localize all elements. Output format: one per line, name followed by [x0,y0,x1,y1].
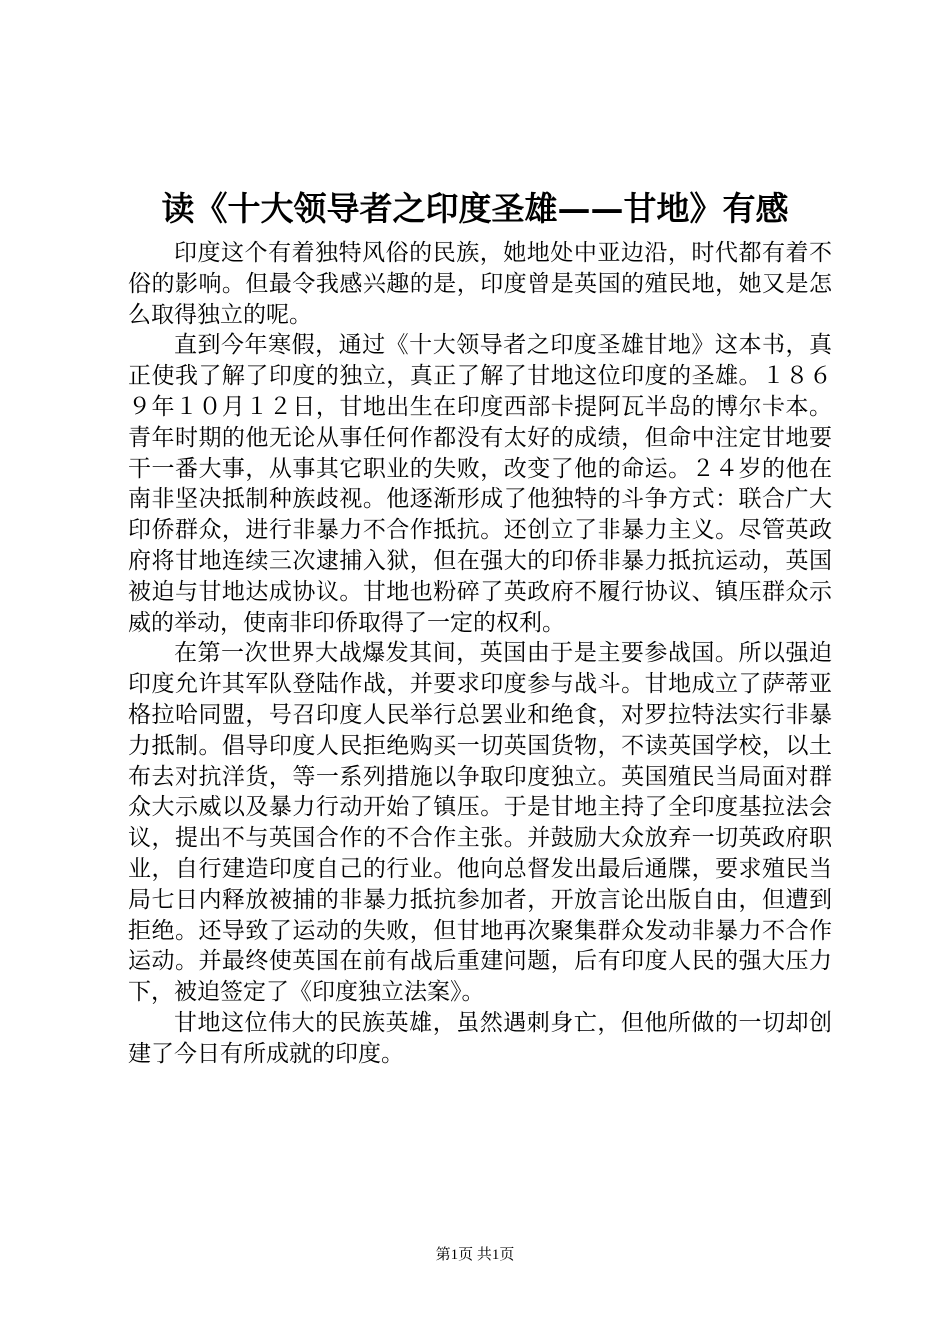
paragraph-2: 直到今年寒假，通过《十大领导者之印度圣雄甘地》这本书，真正使我了解了印度的独立，真正了解了甘地这位印度的圣雄。１８６９年１０月１２日，甘地出生在印度西部卡提阿瓦半岛的博尔卡本。青年时期的他无论从事任何作都没有太好的成绩，但命中注定甘地要干一番大事，从事其它职业的失败，改变了他的命运。２４岁的他在南非坚决抵制种族歧视。他逐渐形成了他独特的斗争方式：联合广大印侨群众，进行非暴力不合作抵抗。还创立了非暴力主义。尽管英政府将甘地连续三次逮捕入狱，但在强大的印侨非暴力抵抗运动，英国被迫与甘地达成协议。甘地也粉碎了英政府不履行协议、镇压群众示威的举动，使南非印侨取得了一定的权利。 [128,332,832,636]
document-title: 读《十大领导者之印度圣雄——甘地》有感 [161,189,789,228]
paragraph-1: 印度这个有着独特风俗的民族，她地处中亚边沿，时代都有着不俗的影响。但最令我感兴趣的是，印度曾是英国的殖民地，她又是怎么取得独立的呢。 [128,240,832,328]
document-body [128,238,832,1070]
page-footer: 第1页 共1页 [435,1247,515,1263]
paragraph-3: 在第一次世界大战爆发其间，英国由于是主要参战国。所以强迫印度允许其军队登陆作战，并要求印度参与战斗。甘地成立了萨蒂亚格拉哈同盟，号召印度人民举行总罢业和绝食，对罗拉特法实行非暴力抵制。倡导印度人民拒绝购买一切英国货物，不读英国学校，以土布去对抗洋货，等一系列措施以争取印度独立。英国殖民当局面对群众大示威以及暴力行动开始了镇压。于是甘地主持了全印度基拉法会议，提出不与英国合作的不合作主张。并鼓励大众放弃一切英政府职业，自行建造印度自己的行业。他向总督发出最后通牒，要求殖民当局七日内释放被捕的非暴力抵抗参加者，开放言论出版自由，但遭到拒绝。还导致了运动的失败，但甘地再次聚集群众发动非暴力不合作运动。并最终使英国在前有战后重建问题，后有印度人民的强大压力下，被迫签定了《印度独立法案》。 [128,640,832,1006]
paragraph-4: 甘地这位伟大的民族英雄，虽然遇刺身亡，但他所做的一切却创建了今日有所成就的印度。 [128,1009,832,1067]
